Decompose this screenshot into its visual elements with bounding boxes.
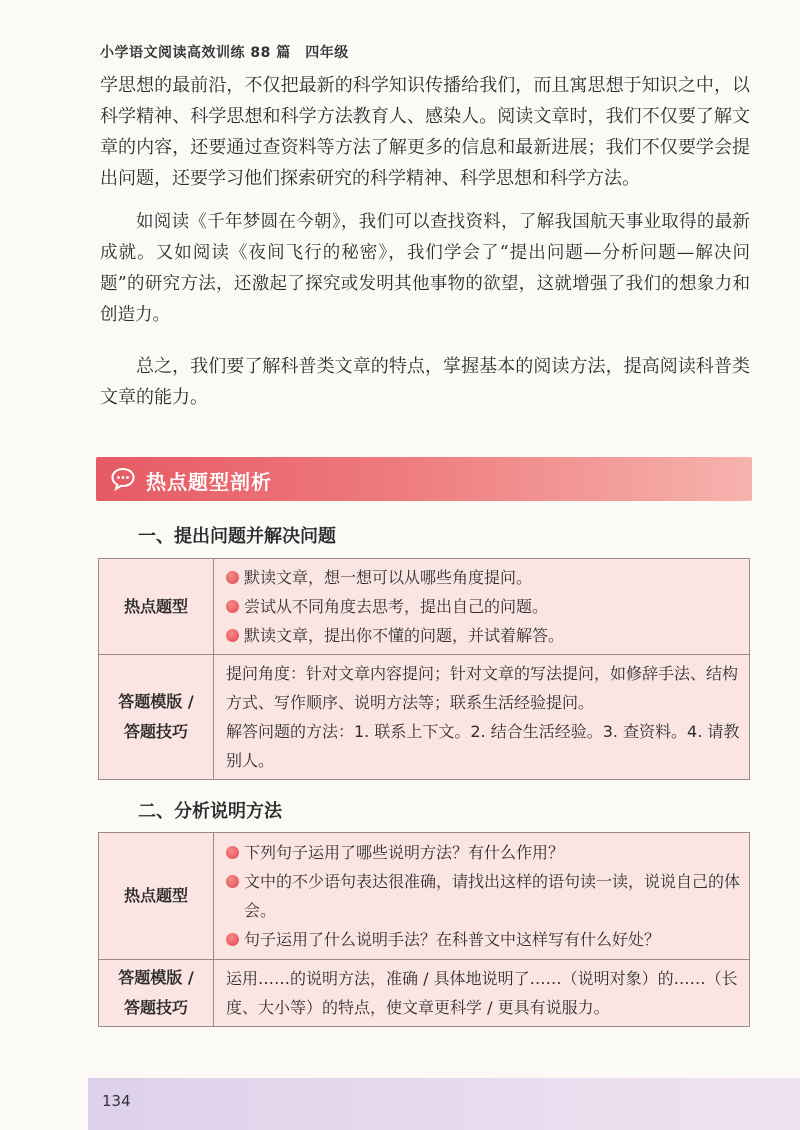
type-label: 热点题型 <box>99 559 214 655</box>
paragraph-continued: 学思想的最前沿，不仅把最新的科学知识传播给我们，而且寓思想于知识之中，以科学精神、科学思想和科学方法教育人、感染人。阅读文章时，我们不仅要了解文章的内容，还要通过查资料等方法了解更多的信息和最新进展；我们不仅要学会提出问题，还要学习他们探索研究的科学精神、科学思想和科学方法。 <box>100 75 750 189</box>
running-header: 小学语文阅读高效训练 88 篇 四年级 <box>100 45 349 61</box>
table-row <box>99 833 750 960</box>
list-item: 文中的不少语句表达很准确，请找出这样的语句读一读，说说自己的体会。 <box>226 867 741 925</box>
paragraph-summary: 总之，我们要了解科普类文章的特点，掌握基本的阅读方法，提高阅读科普类文章的能力。 <box>100 356 750 408</box>
section-banner <box>96 457 752 501</box>
template-content: 提问角度：针对文章内容提问；针对文章的写法提问，如修辞手法、结构方式、写作顺序、说明方法等；联系生活经验提问。 解答问题的方法：1. 联系上下文。2. 结合生活经验。3. 查资料。4. 请教别人。 <box>214 655 750 780</box>
bullet-dot-icon <box>226 933 239 946</box>
table-row <box>99 655 750 780</box>
list-item: 下列句子运用了哪些说明方法？有什么作用？ <box>226 838 741 867</box>
bullet-dot-icon <box>226 629 239 642</box>
bullet-dot-icon <box>226 600 239 613</box>
speech-bubble-icon <box>110 466 136 492</box>
bullet-dot-icon <box>226 571 239 584</box>
list-item: 默读文章，想一想可以从哪些角度提问。 <box>226 563 741 592</box>
table-row <box>99 559 750 655</box>
list-item: 尝试从不同角度去思考，提出自己的问题。 <box>226 592 741 621</box>
section-1-title: 一、提出问题并解决问题 <box>138 526 336 547</box>
template-label: 答题模版 / 答题技巧 <box>99 960 214 1027</box>
type-label: 热点题型 <box>99 833 214 960</box>
list-item: 默读文章，提出你不懂的问题，并试着解答。 <box>226 621 741 650</box>
section-2-title: 二、分析说明方法 <box>138 801 282 822</box>
paragraph-examples: 如阅读《千年梦圆在今朝》，我们可以查找资料，了解我国航天事业取得的最新成就。又如阅读《夜间飞行的秘密》，我们学会了“提出问题—分析问题—解决问题”的研究方法，还激起了探究或发明其他事物的欲望，这就增强了我们的想象力和创造力。 <box>100 212 750 325</box>
banner-title: 热点题型剖析 <box>146 470 272 494</box>
section-1-table <box>98 558 750 780</box>
template-label: 答题模版 / 答题技巧 <box>99 655 214 780</box>
bullet-dot-icon <box>226 875 239 888</box>
type-content <box>214 833 750 960</box>
template-content: 运用……的说明方法，准确 / 具体地说明了……（说明对象）的……（长度、大小等）的特点，使文章更科学 / 更具有说服力。 <box>214 960 750 1027</box>
table-row <box>99 960 750 1027</box>
section-2-table <box>98 832 750 1027</box>
page-number: 134 <box>102 1092 131 1110</box>
footer-band <box>88 1078 800 1130</box>
bullet-dot-icon <box>226 846 239 859</box>
list-item: 句子运用了什么说明手法？在科普文中这样写有什么好处？ <box>226 925 741 954</box>
type-content <box>214 559 750 655</box>
